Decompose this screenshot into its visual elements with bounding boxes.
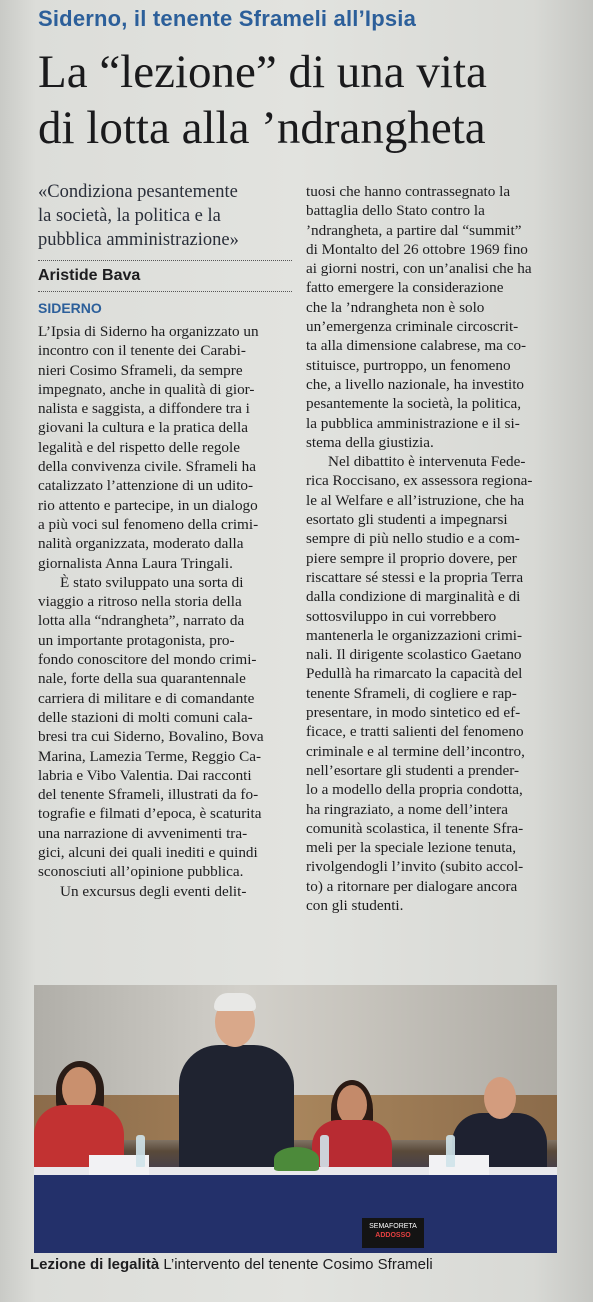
photo-caption	[30, 1256, 570, 1273]
body-line: criminale e al termine dell’incontro,	[306, 742, 525, 760]
body-line: sempre di più nello studio e a com-	[306, 530, 520, 548]
body-line: battaglia dello Stato contro la	[306, 202, 485, 220]
body-line: un importante protagonista, pro-	[38, 631, 235, 649]
body-line: sottosviluppo in cui vorrebbero	[306, 607, 497, 625]
body-line: della convivenza civile. Sframeli ha	[38, 458, 257, 476]
event-photo	[34, 985, 557, 1253]
photo-person-head	[484, 1077, 516, 1119]
left-body-text	[38, 322, 292, 901]
pull-quote-line: pubblica amministrazione»	[38, 230, 239, 250]
photo-banner-line-1: SEMAFORETA	[369, 1223, 417, 1230]
body-line: del tenente Sframeli, illustrati da fo-	[38, 786, 259, 804]
body-line: lotta alla “ndrangheta”, narrato da	[38, 612, 245, 630]
body-line: piere sempre il proprio dovere, per	[306, 549, 517, 567]
body-line: nali. Il dirigente scolastico Gaetano	[306, 646, 522, 664]
photo-nameplate	[429, 1155, 489, 1175]
body-line: giovani la cultura e la pratica della	[38, 419, 248, 437]
right-column	[306, 182, 563, 915]
body-line: riscattare sé stessi e la propria Terra	[306, 568, 524, 586]
body-line: che, a livello nazionale, ha investito	[306, 375, 525, 393]
body-line: che la ’ndrangheta non è solo	[306, 298, 485, 316]
body-line: Marina, Lamezia Terme, Reggio Ca-	[38, 747, 262, 765]
left-column	[38, 180, 292, 901]
body-line: sconosciuti all’opinione pubblica.	[38, 863, 244, 881]
body-line: Pedullà ha rimarcato la capacità del	[306, 665, 523, 683]
body-line: dalla condizione di marginalità e di	[306, 588, 521, 606]
right-body-text	[306, 182, 563, 915]
body-line: nell’esortare gli studenti a prender-	[306, 761, 520, 779]
pull-quote-line: «Condiziona pesantemente	[38, 182, 238, 202]
photo-person-head	[337, 1085, 367, 1125]
body-line: ha ringraziato, a nome dell’intera	[306, 800, 508, 818]
photo-bottle	[136, 1135, 145, 1167]
headline	[38, 44, 578, 156]
body-line: comunità scolastica, il tenente Sfra-	[306, 819, 524, 837]
body-line: impegnato, anche in qualità di gior-	[38, 380, 255, 398]
photo-bottle	[320, 1135, 329, 1167]
body-line: pesantemente la società, la politica,	[306, 395, 522, 413]
body-line: carriera di militare e di comandante	[38, 689, 255, 707]
photo-banner	[362, 1218, 424, 1248]
body-line: viaggio a ritroso nella storia della	[38, 593, 242, 611]
body-line: gici, alcuni dei quali inediti e quindi	[38, 844, 258, 862]
body-line: nalità organizzata, moderato dalla	[38, 535, 244, 553]
body-line: a più voci sul fenomeno della crimi-	[38, 515, 259, 533]
body-line: la pubblica amministrazione e il si-	[306, 414, 520, 432]
body-line: catalizzato l’attenzione di un udito-	[38, 477, 254, 495]
body-line: ’ndrangheta, a partire dal “summit”	[306, 221, 522, 239]
headline-line-1: La “lezione” di una vita	[38, 46, 487, 98]
body-line: delle stazioni di molti comuni cala-	[38, 708, 253, 726]
body-line: nalista e saggista, a diffondere tra i	[38, 400, 250, 418]
body-line: ai giorni nostri, con un’analisi che ha	[306, 260, 532, 278]
body-line: L’Ipsia di Siderno ha organizzato un	[38, 323, 259, 340]
kicker: Siderno, il tenente Sframeli all’Ipsia	[38, 6, 417, 31]
body-line: esortato gli studenti a impegnarsi	[306, 511, 508, 529]
body-line: Un excursus degli eventi delit-	[60, 882, 247, 900]
body-line: incontro con il tenente dei Carabi-	[38, 342, 246, 360]
body-line: giornalista Anna Laura Tringali.	[38, 554, 233, 572]
headline-line-2: di lotta alla ’ndrangheta	[38, 102, 486, 154]
dateline: SIDERNO	[38, 300, 102, 316]
body-line: tenente Sframeli, di cogliere e rap-	[306, 684, 517, 702]
body-line: tografie e filmati d’epoca, è scaturita	[38, 805, 262, 823]
body-line: ta alla dimensione calabrese, ma co-	[306, 337, 527, 355]
body-line: con gli studenti.	[306, 896, 404, 914]
caption-lead: Lezione di legalità	[30, 1256, 160, 1273]
photo-bottle	[446, 1135, 455, 1167]
body-line: fatto emergere la considerazione	[306, 279, 504, 297]
body-line: nieri Cosimo Sframeli, da sempre	[38, 361, 243, 379]
body-line: le al Welfare e all’istruzione, che ha	[306, 491, 525, 509]
pull-quote-line: la società, la politica e la	[38, 206, 221, 226]
body-line: rica Roccisano, ex assessora regiona-	[306, 472, 533, 490]
body-line: un’emergenza criminale circoscrit-	[306, 318, 519, 336]
body-line: rivolgendogli l’invito (subito accol-	[306, 858, 524, 876]
body-line: ficace, e tratti salienti del fenomeno	[306, 723, 524, 741]
photo-banner-line-2: ADDOSSO	[375, 1232, 411, 1239]
dotted-divider	[38, 260, 292, 261]
body-line: meli per la speciale lezione tenuta,	[306, 839, 516, 857]
body-line: Nel dibattito è intervenuta Fede-	[328, 453, 526, 471]
author-byline: Aristide Bava	[38, 267, 141, 284]
pull-quote	[38, 180, 292, 252]
body-line: stituisce, purtroppo, un fenomeno	[306, 356, 511, 374]
body-line: fondo conoscitore del mondo crimi-	[38, 651, 257, 669]
body-line: labria e Vibo Valentia. Dai racconti	[38, 766, 252, 784]
body-line: stema della giustizia.	[306, 433, 434, 451]
body-line: presentare, in modo sintetico ed ef-	[306, 704, 521, 722]
body-line: di Montalto del 26 ottobre 1969 fino	[306, 240, 528, 258]
body-line: nale, forte della sua quarantennale	[38, 670, 246, 688]
body-line: una narrazione di avvenimenti tra-	[38, 824, 248, 842]
caption-text: L’intervento del tenente Cosimo Sframeli	[159, 1256, 433, 1273]
body-line: mantenerla le organizzazioni crimi-	[306, 626, 523, 644]
body-line: to) a ritornare per dialogare ancora	[306, 877, 518, 895]
photo-speaker-hair	[214, 993, 256, 1011]
body-line: È stato sviluppato una sorta di	[60, 573, 244, 591]
photo-table-cloth	[34, 1175, 557, 1253]
body-line: bresi tra cui Siderno, Bovalino, Bova	[38, 728, 264, 746]
dotted-divider	[38, 291, 292, 292]
photo-plant	[274, 1147, 319, 1171]
body-line: legalità e del rispetto delle regole	[38, 438, 240, 456]
body-line: rio attento e partecipe, in un dialogo	[38, 496, 258, 514]
body-line: tuosi che hanno contrassegnato la	[306, 183, 511, 200]
body-line: lo a modello della propria condotta,	[306, 781, 523, 799]
